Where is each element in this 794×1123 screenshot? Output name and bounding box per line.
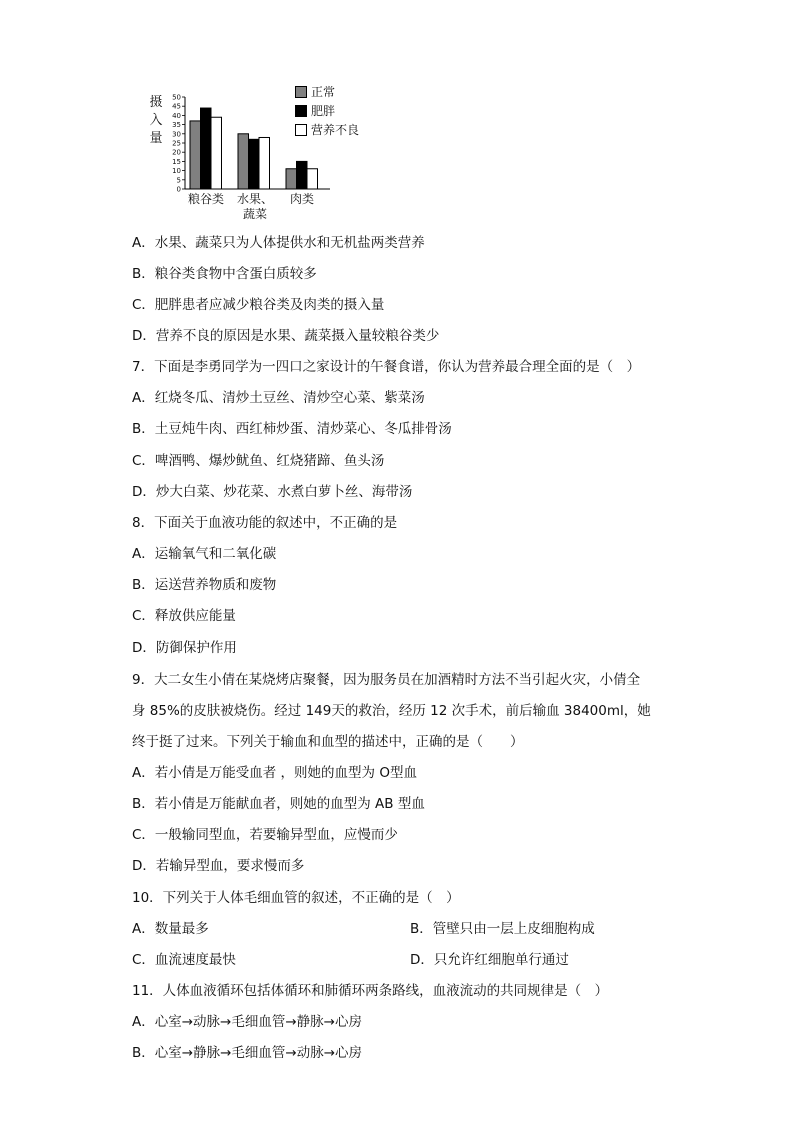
q6-option-a: A．水果、蔬菜只为人体提供水和无机盐两类营养 [132, 235, 425, 251]
bar-1-1 [190, 121, 201, 189]
q7-stem: 7．下面是李勇同学为一四口之家设计的午餐食谱，你认为营养最合理全面的是（ ） [132, 359, 641, 375]
y-axis-label: 摄入量 [149, 95, 163, 146]
bar-3-3 [307, 169, 318, 189]
bar-2-3 [297, 161, 308, 189]
legend-item [295, 82, 359, 101]
bar-3-1 [211, 117, 222, 189]
legend-label: 肥胖 [311, 104, 336, 118]
q8-option-c: C．释放供应能量 [132, 608, 236, 624]
q7-option-b: B．土豆炖牛肉、西红柿炒蛋、清炒菜心、冬瓜排骨汤 [132, 421, 452, 437]
q10-option-a: A．数量最多 [132, 921, 209, 937]
q9-stem-line3: 终于挺了过来。下列关于输血和血型的描述中，正确的是（ ） [132, 734, 524, 750]
q11-option-b: B．心室→静脉→毛细血管→动脉→心房 [132, 1045, 363, 1061]
bar-2-1 [201, 108, 212, 189]
category-label-line: 粮谷类 [187, 192, 224, 206]
bar-1-2 [238, 134, 249, 189]
q7-option-a: A．红烧冬瓜、清炒土豆丝、清炒空心菜、紫菜汤 [132, 390, 425, 406]
q8-stem: 8．下面关于血液功能的叙述中，不正确的是 [132, 515, 398, 531]
q9-stem-line2: 身 85%的皮肤被烧伤。经过 149天的救治，经历 12 次手术，前后输血 38400ml，她 [132, 703, 651, 719]
category-label [182, 192, 230, 207]
q11-stem: 11．人体血液循环包括体循环和肺循环两条路线，血液流动的共同规律是（ ） [132, 983, 609, 999]
category-label-line: 水果、 [236, 192, 273, 206]
bar-2-2 [249, 139, 260, 189]
legend-swatch [295, 124, 307, 136]
y-tick-label: 10 [172, 167, 181, 176]
y-tick-label: 45 [172, 102, 181, 111]
y-tick-label: 20 [172, 148, 181, 157]
y-tick-label: 5 [176, 176, 181, 185]
y-tick-label: 30 [172, 130, 181, 139]
q8-option-d: D．防御保护作用 [132, 640, 237, 656]
q10-stem: 10．下列关于人体毛细血管的叙述，不正确的是（ ） [132, 890, 460, 906]
intake-bar-chart [140, 80, 400, 225]
q9-stem-line1: 9．大二女生小倩在某烧烤店聚餐，因为服务员在加酒精时方法不当引起火灾，小倩全 [132, 672, 641, 688]
q7-option-c: C．啤酒鸭、爆炒鱿鱼、红烧猪蹄、鱼头汤 [132, 453, 385, 469]
y-tick-label: 35 [172, 121, 181, 130]
y-tick-label: 50 [172, 93, 181, 102]
q10-option-b: B．管壁只由一层上皮细胞构成 [410, 921, 595, 937]
category-label-line: 蔬菜 [242, 207, 267, 221]
legend-swatch [295, 105, 307, 117]
q6-option-c: C．肥胖患者应减少粮谷类及肉类的摄入量 [132, 297, 385, 313]
q6-option-b: B．粮谷类食物中含蛋白质较多 [132, 266, 317, 282]
q8-option-b: B．运送营养物质和废物 [132, 577, 277, 593]
category-label [231, 192, 279, 222]
legend-item [295, 101, 359, 120]
category-label [278, 192, 326, 207]
y-tick-label: 25 [172, 139, 181, 148]
q9-option-c: C．一般输同型血，若要输异型血，应慢而少 [132, 827, 398, 843]
q6-option-d: D．营养不良的原因是水果、蔬菜摄入量较粮谷类少 [132, 328, 440, 344]
y-tick-label: 0 [176, 185, 181, 194]
legend-item [295, 120, 359, 139]
q10-option-c: C．血流速度最快 [132, 952, 236, 968]
q10-option-d: D．只允许红细胞单行通过 [410, 952, 569, 968]
q8-option-a: A．运输氧气和二氧化碳 [132, 546, 277, 562]
q9-option-d: D．若输异型血，要求慢而多 [132, 858, 305, 874]
legend-label: 正常 [311, 85, 336, 99]
q11-option-a: A．心室→动脉→毛细血管→静脉→心房 [132, 1014, 362, 1030]
y-tick-label: 15 [172, 157, 181, 166]
chart-legend [295, 82, 359, 139]
q9-option-a: A．若小倩是万能受血者 ，则她的血型为 O型血 [132, 765, 417, 781]
y-tick-label: 40 [172, 111, 181, 120]
category-label-line: 肉类 [289, 192, 314, 206]
q9-option-b: B．若小倩是万能献血者，则她的血型为 AB 型血 [132, 796, 425, 812]
legend-label: 营养不良 [311, 123, 360, 137]
bar-3-2 [259, 137, 270, 189]
legend-swatch [295, 86, 307, 98]
q7-option-d: D．炒大白菜、炒花菜、水煮白萝卜丝、海带汤 [132, 484, 413, 500]
bar-1-3 [286, 169, 297, 189]
